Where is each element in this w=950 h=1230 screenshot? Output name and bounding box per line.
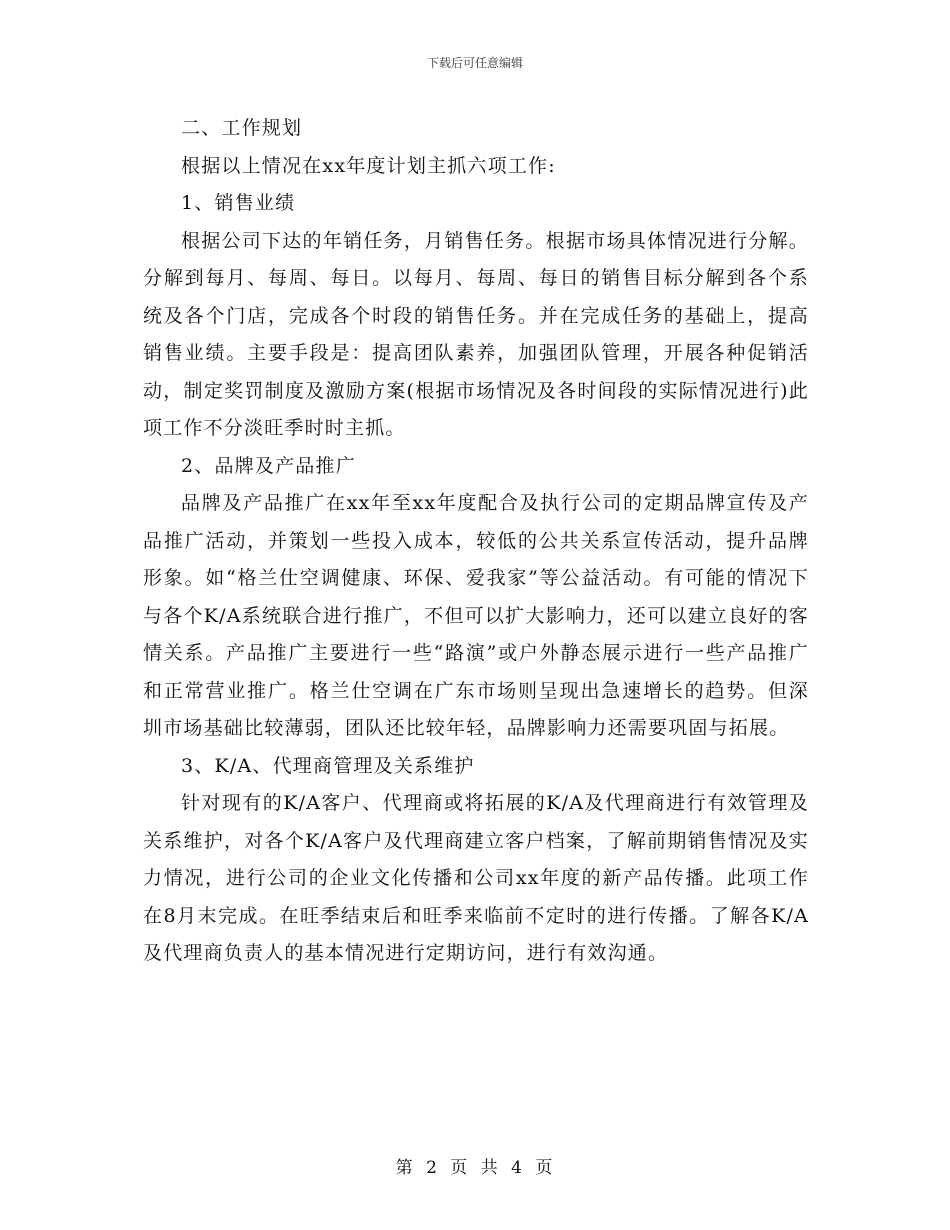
subheading-ka-agent-management: 3、K/A、代理商管理及关系维护 [181, 754, 475, 777]
paragraph-ka-agent-management: 针对现有的K/A客户、代理商或将拓展的K/A及代理商进行有效管理及关系维护，对各个K/A客户及代理商建立客户档案，了解前期销售情况及实力情况，进行公司的企业文化传播和公司xx年度的新产品传播。此项工作在8月末完成。在旺季结束后和旺季来临前不定时的进行传播。了解各K/A及代理商负责人的基本情况进行定期访问，进行有效沟通。 [143, 792, 809, 964]
subheading-sales-performance: 1、销售业绩 [181, 192, 296, 214]
document-body [143, 110, 809, 973]
paragraph-brand-promotion: 品牌及产品推广在xx年至xx年度配合及执行公司的定期品牌宣传及产品推广活动，并策划一些投入成本，较低的公共关系宣传活动，提升品牌形象。如“格兰仕空调健康、环保、爱我家”等公益活动。有可能的情况下与各个K/A系统联合进行推广，不但可以扩大影响力，还可以建立良好的客情关系。产品推广主要进行一些“路演”或户外静态展示进行一些产品推广和正常营业推广。格兰仕空调在广东市场则呈现出急速增长的趋势。但深圳市场基础比较薄弱，团队还比较年轻，品牌影响力还需要巩固与拓展。 [143, 492, 809, 739]
section-heading-work-plan: 二、工作规划 [181, 117, 303, 139]
intro-paragraph: 根据以上情况在xx年度计划主抓六项工作: [181, 154, 556, 177]
subheading-brand-promotion: 2、品牌及产品推广 [181, 454, 356, 477]
page-number-footer: 第 2 页 共 4 页 [395, 1158, 555, 1178]
page-header: 下载后可任意编辑 [426, 56, 523, 70]
paragraph-sales-performance: 根据公司下达的年销任务，月销售任务。根据市场具体情况进行分解。分解到每月、每周、每日。以每月、每周、每日的销售目标分解到各个系统及各个门店，完成各个时段的销售任务。并在完成任务的基础上，提高销售业绩。主要手段是：提高团队素养，加强团队管理，开展各种促销活动，制定奖罚制度及激励方案(根据市场情况及各时间段的实际情况进行)此项工作不分淡旺季时时主抓。 [143, 229, 809, 439]
